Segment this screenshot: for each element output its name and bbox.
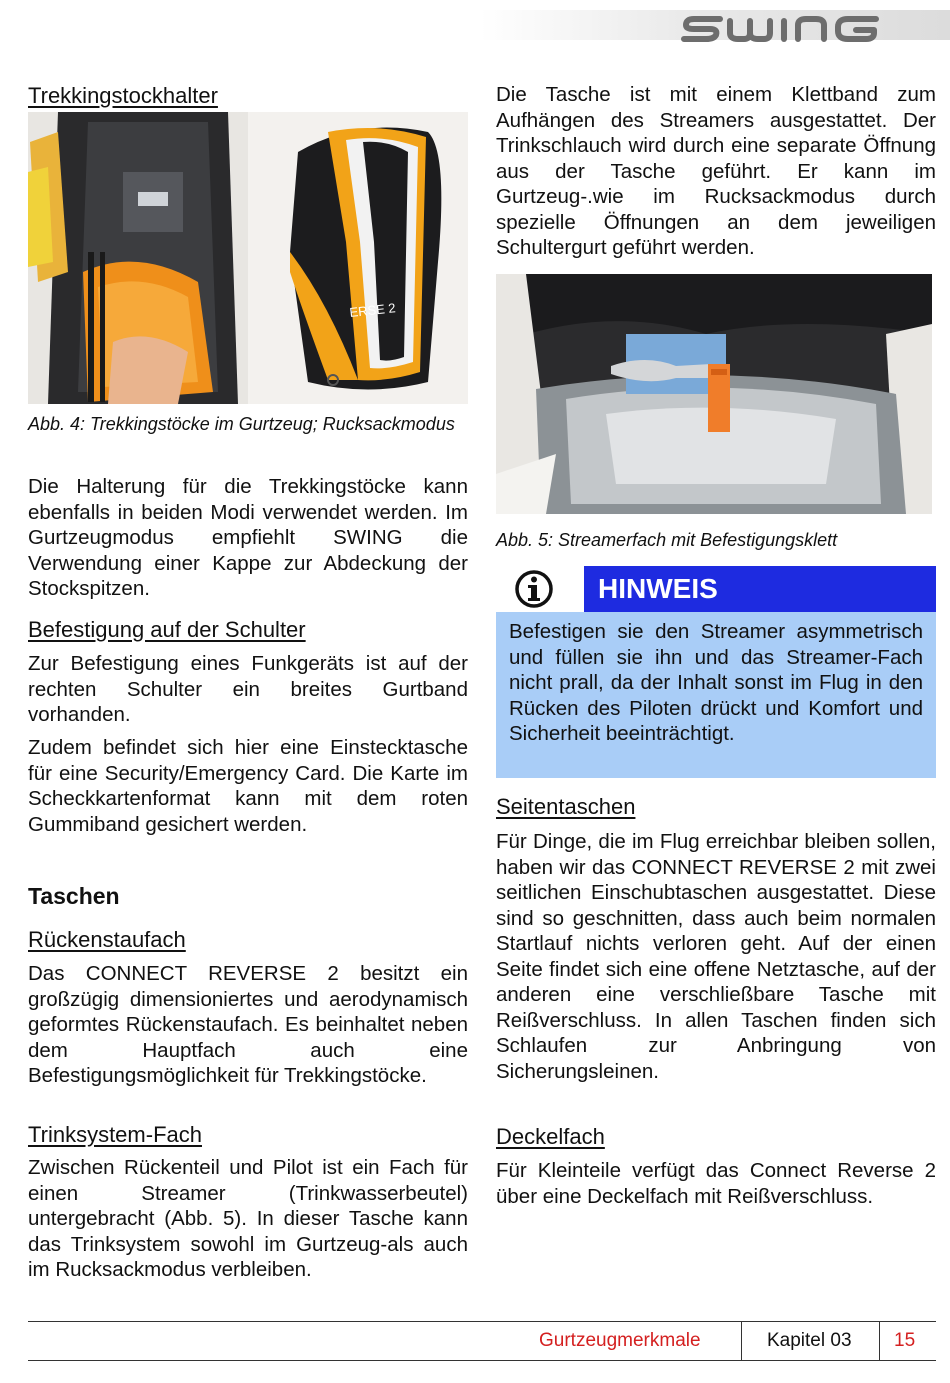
figure-4-caption <box>28 413 468 435</box>
figure-5-caption: Abb. 5: Streamerfach mit Befestigungsklett <box>496 530 838 550</box>
hinweis-text: Befestigen sie den Streamer asymmetrisch und füllen sie ihn und das Streamer-Fach nicht prall, da der Inhalt sonst im Flug in den Rücken des Piloten drückt und Komfort und Sicherheit beeinträchtigt. <box>509 620 923 745</box>
paragraph-trekking: Die Halterung für die Trekkingstöcke kann ebenfalls in beiden Modi verwendet werden. Im Gurtzeugmodus empfiehlt SWING die Verwendung einer Kappe zur Abdeckung der Stockspitzen. <box>28 475 468 600</box>
figure-5 <box>496 274 932 514</box>
paragraph-tasche-klettband: Die Tasche ist mit einem Klettband zum Aufhängen des Streamers ausgestattet. Der Trinkschlauch wird durch eine separate Öffnung aus der Tasche geführt. Er kann im Gurtzeug-.wie im Rucksackmodus durch spezielle Öffnungen an dem jeweiligen Schultergurt geführt werden. <box>496 83 936 259</box>
footer-chapter: Kapitel 03 <box>767 1330 852 1351</box>
hinweis-title: HINWEIS <box>584 566 936 612</box>
section-heading-taschen: Taschen <box>28 883 120 909</box>
streamer-compartment-photo <box>496 274 932 514</box>
hinweis-icon-box <box>496 566 580 612</box>
footer-divider-1 <box>741 1322 742 1360</box>
paragraph-schulter-1: Zur Befestigung eines Funkgeräts ist auf der rechten Schulter ein breites Gurtband vorhanden. <box>28 652 468 726</box>
heading-seitentaschen: Seitentaschen <box>496 794 636 819</box>
paragraph-seitentaschen: Für Dinge, die im Flug erreichbar bleiben sollen, haben wir das CONNECT REVERSE 2 mit zwei seitlichen Einschubtaschen ausgestattet. Diese sind so geschnitten, dass auch beim normalen Startlauf nichts verloren geht. Auf der einen Seite findet sich eine offene Netztasche, auf der anderen eine verschließbare Tasche mit Reißverschluss. In allen Taschen finden sich Schlaufen zur Anbringung von Sicherungsleinen. <box>496 830 936 1083</box>
figure-4 <box>28 112 468 404</box>
page-header <box>0 0 950 48</box>
swing-logo <box>680 12 890 44</box>
heading-rueckenstaufach: Rückenstaufach <box>28 927 186 952</box>
info-icon <box>496 566 580 612</box>
figure-4-caption-text: Abb. 4: Trekkingstöcke im Gurtzeug; Rucksackmodus <box>28 414 455 434</box>
footer-page-number: 15 <box>894 1330 916 1351</box>
paragraph-trinksystem: Zwischen Rückenteil und Pilot ist ein Fach für einen Streamer (Trinkwasserbeutel) untergebracht (Abb. 5). In dieser Tasche kann das Trinksystem sowohl im Gurtzeug-als auch im Rucksackmodus verbleiben. <box>28 1156 468 1281</box>
footer-rule-bottom <box>28 1360 936 1361</box>
paragraph-rueckenstaufach: Das CONNECT REVERSE 2 besitzt ein großzügig dimensioniertes und aerodynamisch geformtes Rückenstaufach. Es beinhaltet neben dem Hauptfach auch eine Befestigungsmöglichkeit für Trekkingstöcke. <box>28 962 468 1087</box>
hinweis-body <box>496 612 936 778</box>
heading-trinksystem-fach: Trinksystem-Fach <box>28 1122 202 1147</box>
paragraph-schulter-2: Zudem befindet sich hier eine Einstecktasche für eine Security/Emergency Card. Die Karte im Scheckkartenformat kann mit dem roten Gummiband gesichert werden. <box>28 736 468 836</box>
heading-trekkingstockhalter: Trekkingstockhalter <box>28 83 218 108</box>
hinweis-header <box>496 566 936 612</box>
paragraph-deckelfach: Für Kleinteile verfügt das Connect Reverse 2 über eine Deckelfach mit Reißverschluss. <box>496 1159 936 1208</box>
footer-divider-2 <box>879 1322 880 1360</box>
heading-befestigung-schulter: Befestigung auf der Schulter <box>28 617 306 642</box>
trekking-poles-photo <box>28 112 468 404</box>
footer-section-title: Gurtzeugmerkmale <box>539 1330 701 1351</box>
heading-deckelfach: Deckelfach <box>496 1124 605 1149</box>
svg-text:ERSE 2: ERSE 2 <box>348 300 397 320</box>
